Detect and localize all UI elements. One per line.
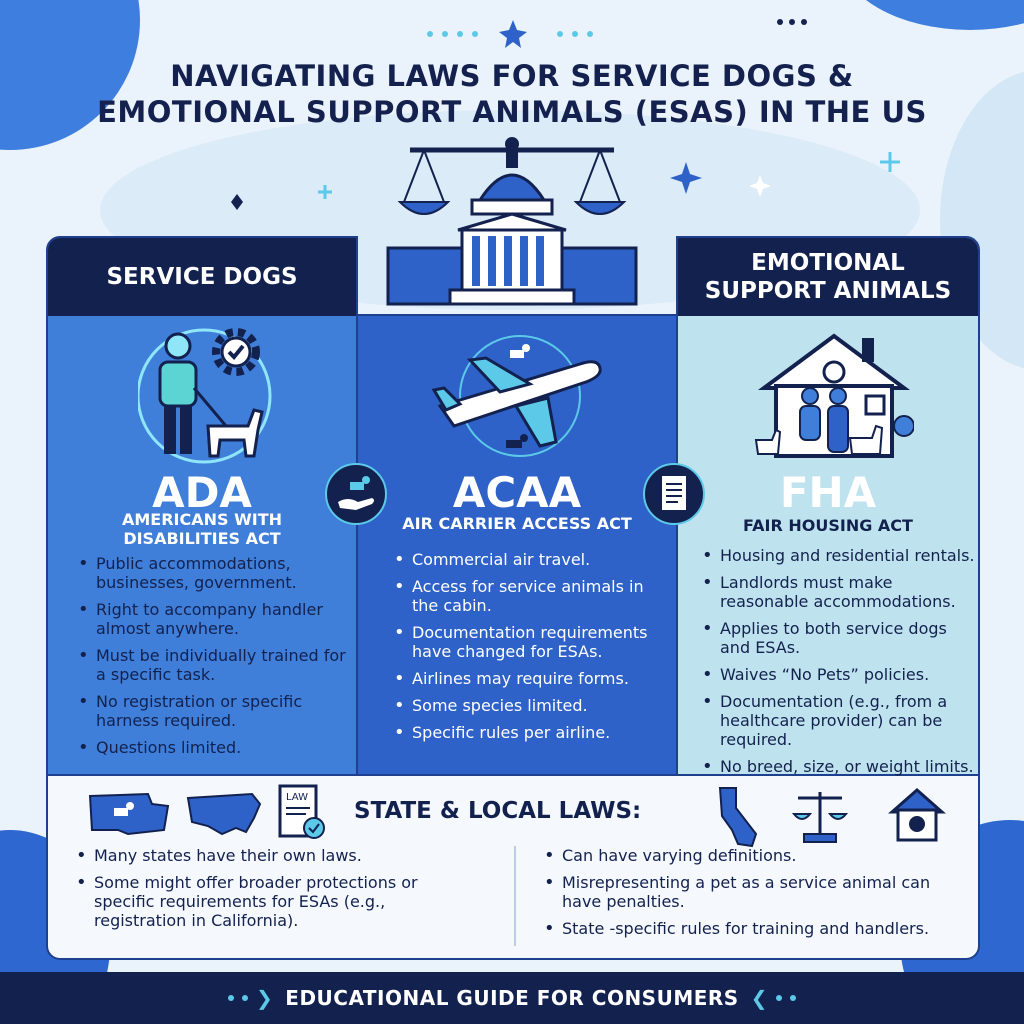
fha-full-name: FAIR HOUSING ACT bbox=[743, 516, 913, 535]
list-item: • Documentation (e.g., from a healthcare provider) can be required. bbox=[700, 692, 980, 749]
dog-icon bbox=[506, 434, 528, 448]
list-item: • State -specific rules for training and handlers. bbox=[542, 919, 962, 938]
list-item: • Commercial air travel. bbox=[392, 550, 668, 569]
ada-abbreviation: ADA bbox=[152, 468, 252, 517]
us-state-dog-icon bbox=[88, 790, 170, 838]
ada-full-name-line-1: AMERICANS WITH bbox=[121, 510, 283, 529]
ada-full-name bbox=[48, 510, 356, 548]
list-item: • Documentation requirements have changed for ESAs. bbox=[392, 623, 668, 661]
chevron-right-icon: ❯ bbox=[256, 986, 274, 1010]
acaa-abbreviation: ACAA bbox=[452, 468, 582, 517]
state-laws-divider bbox=[514, 846, 516, 946]
fha-bullet-list bbox=[700, 546, 980, 784]
law-document-icon bbox=[276, 784, 328, 842]
dog-icon bbox=[510, 344, 530, 358]
air-carrier-column bbox=[358, 314, 676, 776]
footer-bar bbox=[0, 972, 1024, 1024]
title-line-2: EMOTIONAL SUPPORT ANIMALS (ESAS) IN THE US bbox=[97, 95, 927, 129]
document-icon bbox=[642, 462, 706, 526]
list-item: • Access for service animals in the cabin. bbox=[392, 577, 668, 615]
list-item: • Housing and residential rentals. bbox=[700, 546, 980, 565]
list-item: • No registration or specific harness required. bbox=[76, 692, 356, 730]
list-item: • Applies to both service dogs and ESAs. bbox=[700, 619, 980, 657]
ada-full-name-line-2: DISABILITIES ACT bbox=[123, 529, 281, 548]
scales-capitol-illustration bbox=[380, 130, 644, 310]
esa-heading-line-2: SUPPORT ANIMALS bbox=[704, 278, 952, 304]
dog-house-icon bbox=[888, 786, 946, 844]
airplane-icon bbox=[430, 330, 610, 460]
page-title bbox=[0, 58, 1024, 130]
service-dogs-header bbox=[48, 238, 356, 316]
footer-dot bbox=[242, 995, 248, 1001]
service-dogs-column bbox=[46, 236, 358, 776]
footer-text: EDUCATIONAL GUIDE FOR CONSUMERS bbox=[285, 986, 739, 1010]
state-laws-heading: STATE & LOCAL LAWS: bbox=[354, 798, 642, 824]
california-icon bbox=[716, 786, 760, 848]
gear-check-icon bbox=[208, 324, 264, 380]
footer-dot bbox=[228, 995, 234, 1001]
hand-dog-icon bbox=[324, 462, 388, 526]
list-item: • No breed, size, or weight limits. bbox=[700, 757, 980, 776]
footer-dot bbox=[776, 995, 782, 1001]
list-item: • Specific rules per airline. bbox=[392, 723, 668, 742]
list-item: • Can have varying definitions. bbox=[542, 846, 962, 865]
state-local-laws-panel bbox=[46, 776, 980, 960]
title-line-1: NAVIGATING LAWS FOR SERVICE DOGS & bbox=[170, 59, 854, 93]
us-map-icon bbox=[186, 792, 262, 838]
list-item: • Some might offer broader protections or specific requirements for ESAs (e.g., registration in California). bbox=[74, 873, 474, 930]
state-laws-right-list bbox=[542, 846, 962, 946]
list-item: • Misrepresenting a pet as a service animal can have penalties. bbox=[542, 873, 962, 911]
list-item: • Landlords must make reasonable accommodations. bbox=[700, 573, 980, 611]
list-item: • Some species limited. bbox=[392, 696, 668, 715]
chevron-left-icon: ❮ bbox=[750, 986, 768, 1010]
scales-pedestal-icon bbox=[790, 786, 850, 846]
list-item: • Airlines may require forms. bbox=[392, 669, 668, 688]
house-family-icon bbox=[754, 330, 914, 460]
list-item: • Waives “No Pets” policies. bbox=[700, 665, 980, 684]
law-icon-label: LAW bbox=[286, 792, 308, 803]
esa-header bbox=[678, 238, 978, 316]
ada-bullet-list bbox=[76, 554, 356, 765]
capitol-building-icon bbox=[388, 150, 636, 304]
acaa-bullet-list bbox=[392, 550, 668, 750]
esa-column bbox=[676, 236, 980, 776]
list-item: • Right to accompany handler almost anywhere. bbox=[76, 600, 356, 638]
esa-heading-line-1: EMOTIONAL bbox=[751, 250, 905, 276]
service-dogs-heading: SERVICE DOGS bbox=[106, 264, 298, 290]
acaa-full-name: AIR CARRIER ACCESS ACT bbox=[402, 514, 632, 533]
footer-dot bbox=[790, 995, 796, 1001]
list-item: • Must be individually trained for a specific task. bbox=[76, 646, 356, 684]
list-item: • Many states have their own laws. bbox=[74, 846, 474, 865]
fha-abbreviation: FHA bbox=[779, 468, 877, 517]
list-item: • Public accommodations, businesses, government. bbox=[76, 554, 356, 592]
state-laws-left-list bbox=[74, 846, 474, 938]
list-item: • Questions limited. bbox=[76, 738, 356, 757]
